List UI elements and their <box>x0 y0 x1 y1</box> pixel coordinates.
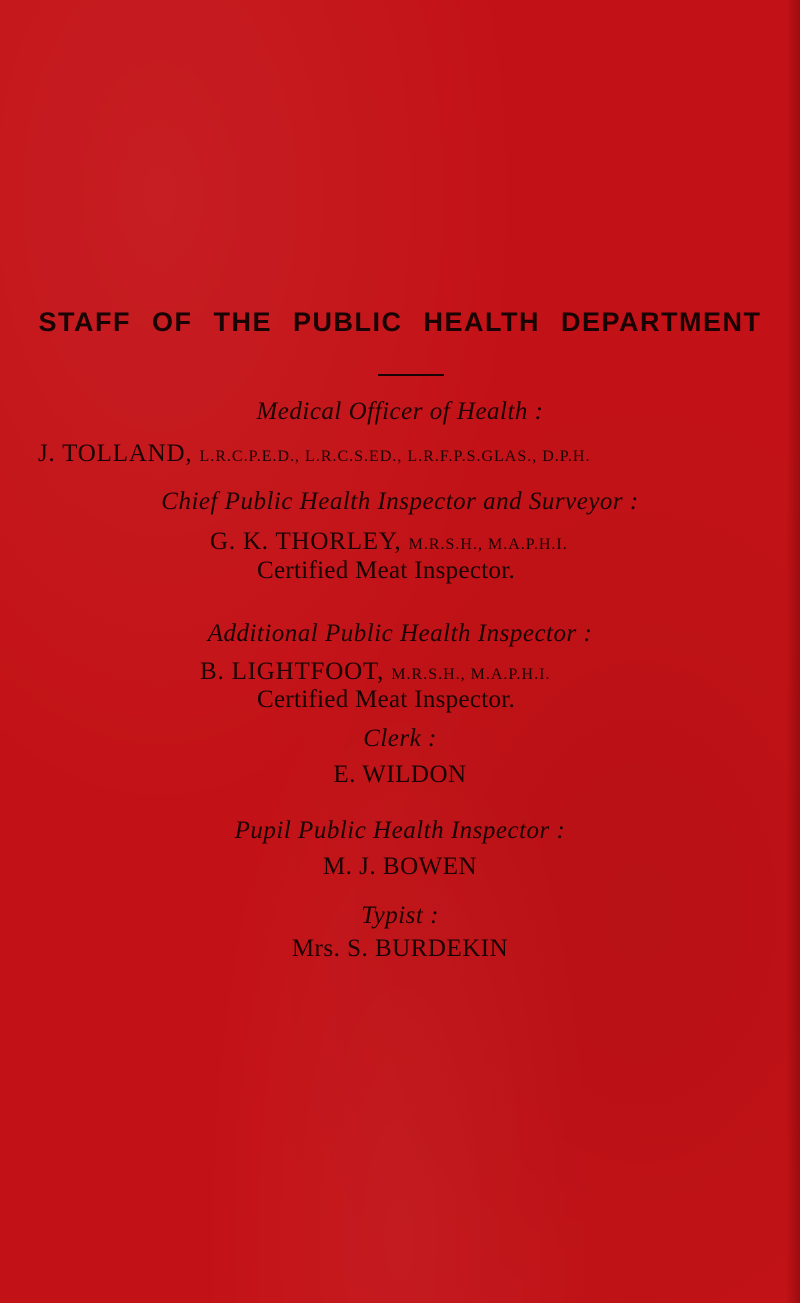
additional-inspector-qualifications: M.R.S.H., M.A.P.H.I. <box>391 666 551 683</box>
page-edge-shadow <box>786 0 800 1303</box>
medical-officer-line <box>38 440 590 468</box>
chief-inspector-name: G. K. THORLEY, <box>210 528 402 555</box>
chief-inspector-qualifications: M.R.S.H., M.A.P.H.I. <box>408 536 568 553</box>
medical-officer-name: J. TOLLAND, <box>38 440 193 467</box>
additional-inspector-note: Certified Meat Inspector. <box>257 686 516 713</box>
chief-inspector-line <box>210 528 568 556</box>
chief-inspector-role: Chief Public Health Inspector and Surveyor : <box>161 488 639 515</box>
page-title: STAFF OF THE PUBLIC HEALTH DEPARTMENT <box>38 307 762 337</box>
medical-officer-qualifications: L.R.C.P.E.D., L.R.C.S.ED., L.R.F.P.S.GLAS., D.P.H. <box>199 448 591 465</box>
typist-name: Mrs. S. BURDEKIN <box>291 935 509 962</box>
medical-officer-role: Medical Officer of Health : <box>256 398 544 425</box>
additional-inspector-role: Additional Public Health Inspector : <box>207 620 593 647</box>
clerk-role: Clerk : <box>363 725 437 752</box>
additional-inspector-name: B. LIGHTFOOT, <box>200 658 385 685</box>
clerk-name: E. WILDON <box>333 761 467 788</box>
pupil-inspector-name: M. J. BOWEN <box>322 853 478 880</box>
chief-inspector-note: Certified Meat Inspector. <box>257 557 516 584</box>
typist-role: Typist : <box>361 902 439 929</box>
additional-inspector-line <box>200 658 550 686</box>
title-divider <box>378 374 444 376</box>
pupil-inspector-role: Pupil Public Health Inspector : <box>234 817 566 844</box>
